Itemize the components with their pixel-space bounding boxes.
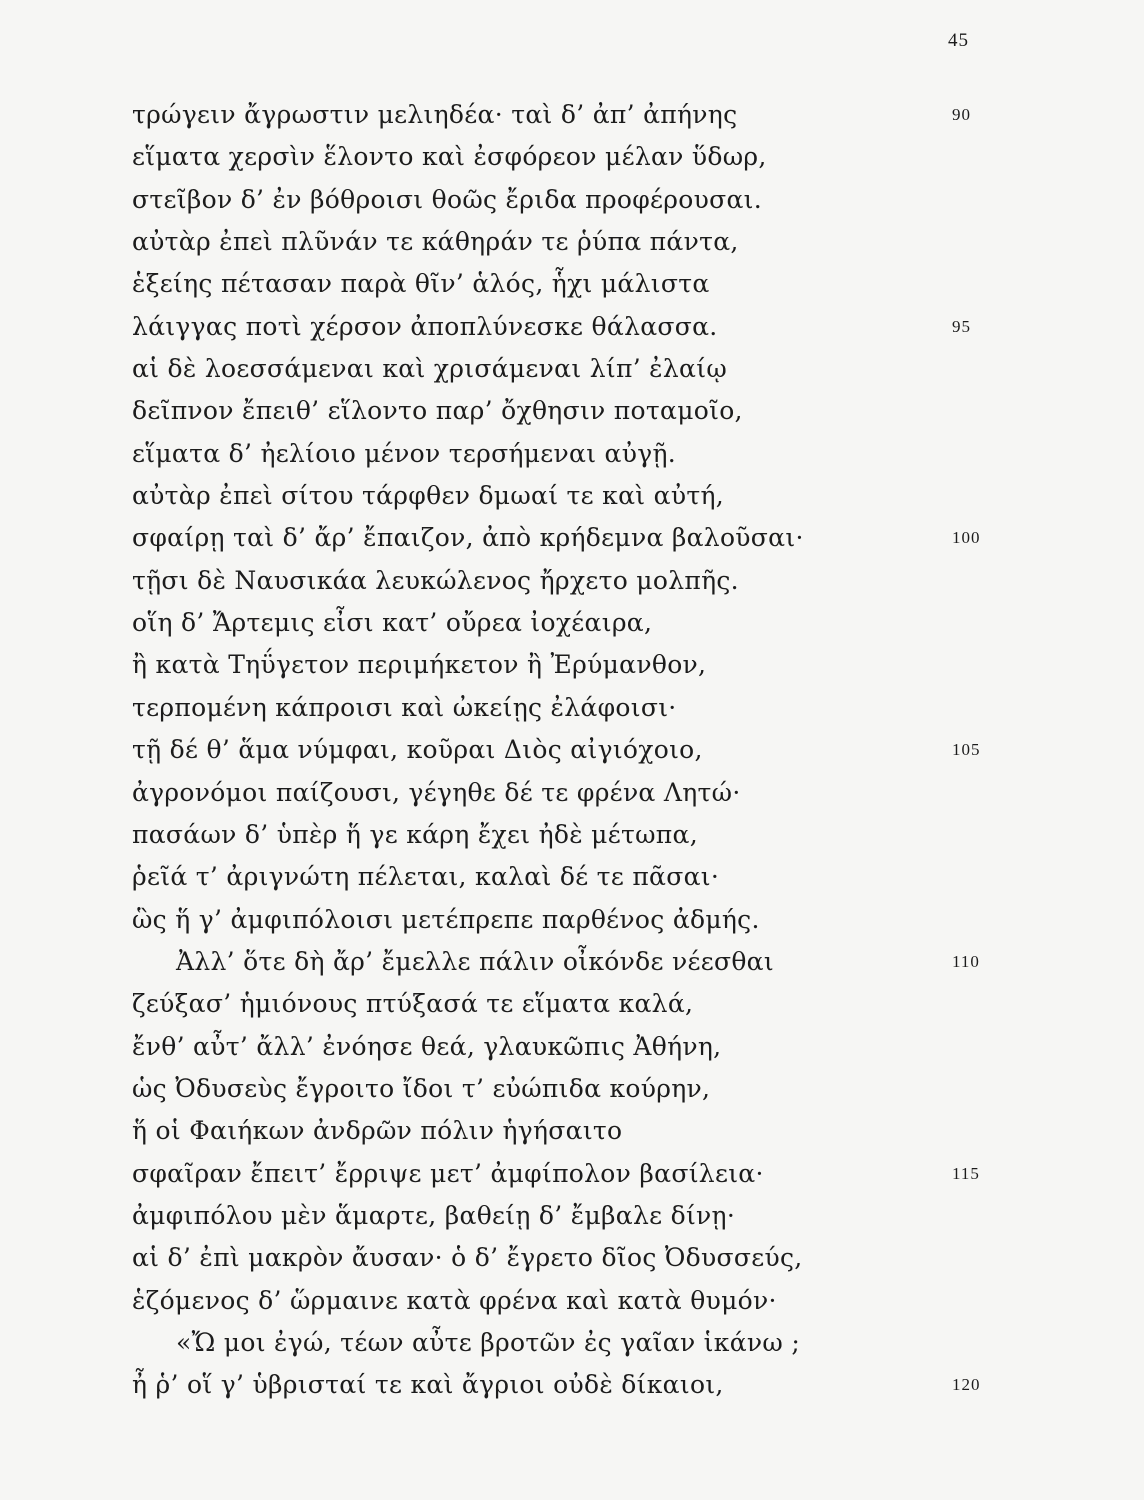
verse-text: ὡς Ὀδυσεὺς ἔγροιτο ἴδοι τ’ εὐώπιδα κούρην,: [132, 1073, 711, 1103]
verse-line: [0, 899, 1144, 941]
verse-line: [0, 729, 1144, 771]
verse-line: [0, 856, 1144, 898]
verse-line: [0, 475, 1144, 517]
verse-text: ἑξείης πέτασαν παρὰ θῖν’ ἁλός, ἧχι μάλιστα: [132, 269, 710, 299]
verse-text: ἔνθ’ αὖτ’ ἄλλ’ ἐνόησε θεά, γλαυκῶπις Ἀθήνη,: [132, 1031, 722, 1061]
verse-text: τῇσι δὲ Ναυσικάα λευκώλενος ἤρχετο μολπῆς.: [132, 565, 739, 595]
verse-text: αὐτὰρ ἐπεὶ πλῦνάν τε κάθηράν τε ῥύπα πάντα,: [132, 227, 739, 257]
verse-text: σφαίρῃ ταὶ δ’ ἄρ’ ἔπαιζον, ἀπὸ κρήδεμνα βαλοῦσαι·: [132, 523, 804, 553]
poem-text-block: [0, 94, 1144, 1407]
verse-line: [0, 1026, 1144, 1068]
verse-text: ἀγρονόμοι παίζουσι, γέγηθε δέ τε φρένα Λητώ·: [132, 777, 741, 807]
verse-line: [0, 1280, 1144, 1322]
verse-line: [0, 1068, 1144, 1110]
verse-line: [0, 348, 1144, 390]
line-number: 120: [952, 1375, 981, 1395]
verse-line: [0, 433, 1144, 475]
verse-line: [0, 1364, 1144, 1406]
verse-line: [0, 687, 1144, 729]
verse-text: τερπομένη κάπροισι καὶ ὠκείῃς ἐλάφοισι·: [132, 692, 677, 722]
verse-line: [0, 1110, 1144, 1152]
line-number: 100: [952, 528, 981, 548]
verse-line: [0, 941, 1144, 983]
verse-line: [0, 263, 1144, 305]
verse-line: [0, 179, 1144, 221]
verse-text: ἑζόμενος δ’ ὥρμαινε κατὰ φρένα καὶ κατὰ θυμόν·: [132, 1285, 777, 1315]
verse-line: [0, 1153, 1144, 1195]
verse-text: εἵματα δ’ ἠελίοιο μένον τερσήμεναι αὐγῇ.: [132, 438, 677, 468]
verse-text: ζεύξασ’ ἡμιόνους πτύξασά τε εἵματα καλά,: [132, 989, 694, 1019]
line-number: 110: [952, 951, 980, 971]
verse-line: [0, 772, 1144, 814]
verse-text: τῇ δέ θ’ ἅμα νύμφαι, κοῦραι Διὸς αἰγιόχοιο,: [132, 735, 703, 765]
verse-line: [0, 1195, 1144, 1237]
verse-text: πασάων δ’ ὑπὲρ ἥ γε κάρη ἔχει ἠδὲ μέτωπα,: [132, 819, 698, 849]
line-number: 90: [952, 105, 971, 124]
verse-text: «Ὤ μοι ἐγώ, τέων αὖτε βροτῶν ἐς γαῖαν ἱκάνω ;: [176, 1327, 801, 1357]
verse-text: λάιγγας ποτὶ χέρσον ἀποπλύνεσκε θάλασσα.: [132, 311, 718, 341]
verse-text: δεῖπνον ἔπειθ’ εἵλοντο παρ’ ὄχθησιν ποταμοῖο,: [132, 396, 743, 426]
verse-text: στεῖβον δ’ ἐν βόθροισι θοῶς ἔριδα προφέρουσαι.: [132, 184, 763, 214]
verse-text: ὣς ἥ γ’ ἀμφιπόλοισι μετέπρεπε παρθένος ἀδμής.: [132, 904, 760, 934]
verse-line: [0, 1322, 1144, 1364]
verse-text: οἵη δ’ Ἄρτεμις εἶσι κατ’ οὔρεα ἰοχέαιρα,: [132, 608, 653, 638]
verse-line: [0, 814, 1144, 856]
verse-text: ἥ οἱ Φαιήκων ἀνδρῶν πόλιν ἡγήσαιτο: [132, 1116, 623, 1146]
verse-text: ἢ κατὰ Τηΰγετον περιμήκετον ἢ Ἐρύμανθον,: [132, 650, 707, 680]
verse-line: [0, 136, 1144, 178]
verse-line: [0, 517, 1144, 559]
verse-line: [0, 644, 1144, 686]
verse-line: [0, 560, 1144, 602]
line-number: 115: [952, 1163, 980, 1183]
verse-line: [0, 94, 1144, 136]
verse-text: αἱ δ’ ἐπὶ μακρὸν ἄυσαν· ὁ δ’ ἔγρετο δῖος Ὀδυσσεύς,: [132, 1243, 803, 1273]
line-number: 105: [952, 740, 981, 760]
verse-text: σφαῖραν ἔπειτ’ ἔρριψε μετ’ ἀμφίπολον βασίλεια·: [132, 1158, 764, 1188]
verse-text: εἵματα χερσὶν ἕλοντο καὶ ἐσφόρεον μέλαν ὕδωρ,: [132, 142, 767, 172]
page-number: 45: [948, 30, 969, 51]
verse-text: Ἀλλ’ ὅτε δὴ ἄρ’ ἔμελλε πάλιν οἶκόνδε νέεσθαι: [176, 946, 774, 976]
verse-line: [0, 221, 1144, 263]
line-number: 95: [952, 316, 971, 336]
verse-line: [0, 602, 1144, 644]
verse-line: [0, 983, 1144, 1025]
verse-text: ἀμφιπόλου μὲν ἅμαρτε, βαθείῃ δ’ ἔμβαλε δίνῃ·: [132, 1200, 736, 1230]
verse-text: αὐτὰρ ἐπεὶ σίτου τάρφθεν δμωαί τε καὶ αὐτή,: [132, 481, 724, 511]
verse-text: αἱ δὲ λοεσσάμεναι καὶ χρισάμεναι λίπ’ ἐλαίῳ: [132, 354, 728, 384]
verse-line: [0, 1237, 1144, 1279]
verse-text: ἦ ῥ’ οἵ γ’ ὑβρισταί τε καὶ ἄγριοι οὐδὲ δίκαιοι,: [132, 1370, 724, 1400]
verse-line: [0, 306, 1144, 348]
verse-text: τρώγειν ἄγρωστιν μελιηδέα· ταὶ δ’ ἀπ’ ἀπήνης: [132, 100, 738, 129]
verse-text: ῥεῖά τ’ ἀριγνώτη πέλεται, καλαὶ δέ τε πᾶσαι·: [132, 862, 720, 892]
verse-line: [0, 390, 1144, 432]
